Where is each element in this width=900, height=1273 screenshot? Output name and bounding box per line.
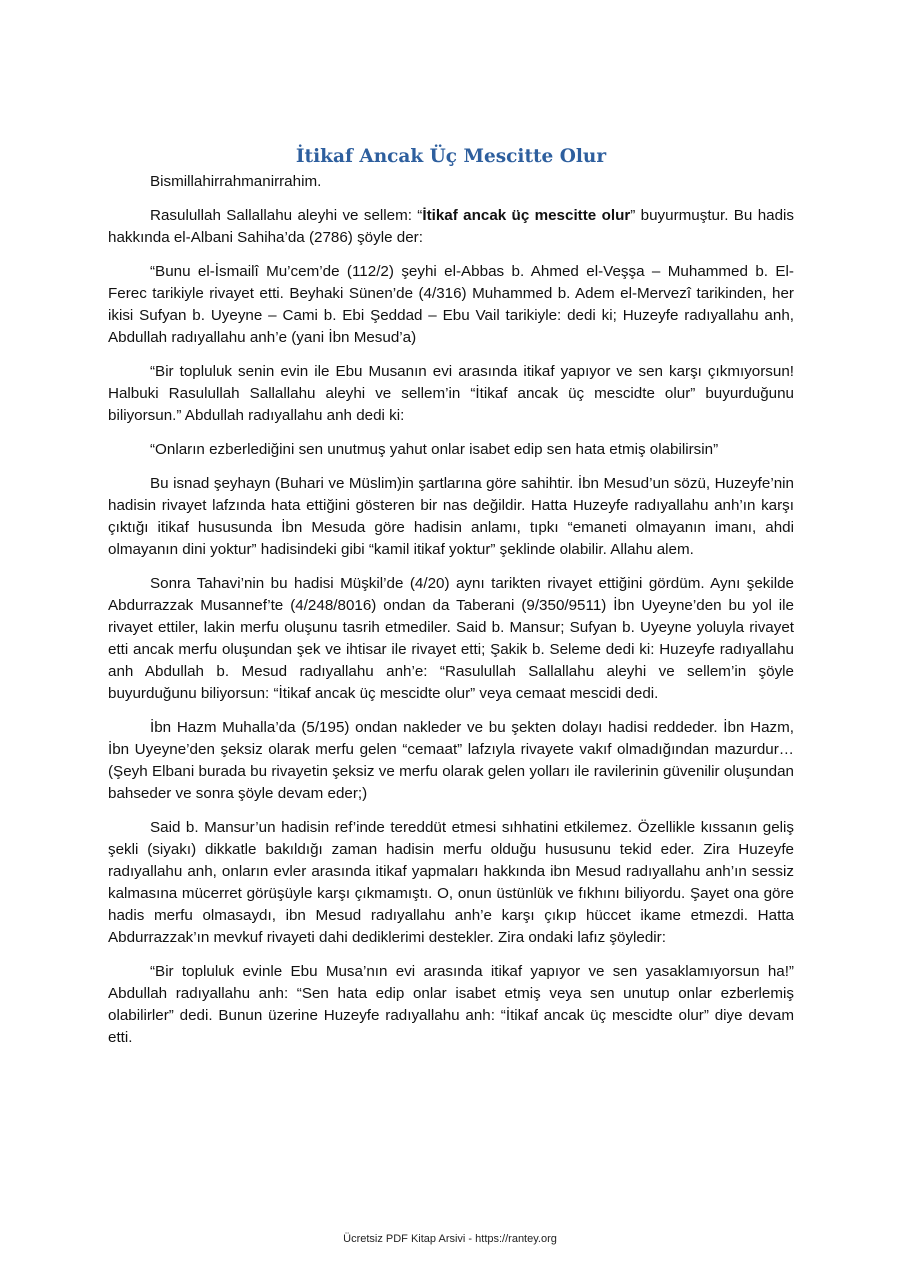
paragraph-8: Said b. Mansur’un hadisin ref’inde tereddüt etmesi sıhhatini etkilemez. Özellikle kıssanın geliş şekli (siyakı) dikkatle bakıldığı zaman hadisin merfu olduğu hususunu tekid eder. Zira Huzeyfe radıyallahu anh, onların evler arasında itikaf yapmaları hakkında ibn Mesud radıyallahu anh’ın sessiz kalmasına mücerret görüşüyle karşı çıkmamıştı. O, onun üstünlük ve fıkhını biliyordu. Şayet ona göre hadis merfu olmasaydı, ibn Mesud radıyallahu anh’e karşı çıkıp hüccet ikame etmezdi. Hatta Abdurrazzak’ın mevkuf rivayeti dahi dediklerimi destekler. Zira ondaki lafız şöyledir: <box>108 819 794 946</box>
paragraph-6: Sonra Tahavi’nin bu hadisi Müşkil’de (4/20) aynı tarikten rivayet ettiğini gördüm. Aynı şekilde Abdurrazzak Musannef’te (4/248/8016) ondan da Taberani (9/350/9511) İbn Uyeyne’den bu yol ile rivayet ettiler, lakin merfu oluşunu tasrih etmediler. Said b. Mansur; Sufyan b. Uyeyne yoluyla rivayet etti ancak merfu oluşundan şek ve ihtisar ile rivayet etti; Şakik b. Seleme dedi ki: Huzeyfe radıyallahu anh Abdullah b. Mesud radıyallahu anh’e: “Rasulullah Sallallahu aleyhi ve sellem’in şöyle buyurduğunu biliyorsun: “İtikaf ancak üç mescidte olur” veya cemaat mescidi dedi. <box>108 575 794 702</box>
document-title: İtikaf Ancak Üç Mescitte Olur <box>295 146 607 167</box>
paragraph-1-end: ” buyurmuştur. Bu hadis hakkında el-Albani Sahiha’da (2786) şöyle der: <box>108 207 795 246</box>
page-footer: Ücretsiz PDF Kitap Arsivi - https://rantey.org <box>343 1233 557 1245</box>
document-body <box>108 145 794 1061</box>
hadith-bold-text: İtikaf ancak üç mescitte olur <box>422 207 631 224</box>
paragraph-1 <box>108 205 794 249</box>
paragraph-7: İbn Hazm Muhalla’da (5/195) ondan nakleder ve bu şekten dolayı hadisi reddeder. İbn Hazm, İbn Uyeyne’den şeksiz olarak merfu gelen “cemaat” lafzıyla rivayete vakıf olmadığından mazurdur… (Şeyh Elbani burada bu rivayetin şeksiz ve merfu olarak gelen yolları ile ravilerinin güvenilir oluşundan bahseder ve sonra şöyle devam eder;) <box>108 719 794 802</box>
paragraph-1-start: Rasulullah Sallallahu aleyhi ve sellem: “ <box>150 207 423 224</box>
opening-line: Bismillahirrahmanirrahim. <box>150 173 322 190</box>
paragraph-2: “Bunu el-İsmailî Mu’cem’de (112/2) şeyhi el-Abbas b. Ahmed el-Veşşa – Muhammed b. El-Ferec tarikiyle rivayet etti. Beyhaki Sünen’de (4/316) Muhammed b. Adem el-Mervezî tarikinden, her ikisi Sufyan b. Uyeyne – Cami b. Ebi Şeddad – Ebu Vail tarikiyle: dedi ki; Huzeyfe radıyallahu anh, Abdullah radıyallahu anh’e (yani İbn Mesud’a) <box>108 263 794 346</box>
paragraph-4: “Onların ezberlediğini sen unutmuş yahut onlar isabet edip sen hata etmiş olabilirsin” <box>150 441 719 458</box>
paragraph-9: “Bir topluluk evinle Ebu Musa’nın evi arasında itikaf yapıyor ve sen yasaklamıyorsun ha!” Abdullah radıyallahu anh: “Sen hata edip onlar isabet etmiş veya sen unutup onlar ezberlemiş olabilirler” dedi. Bunun üzerine Huzeyfe radıyallahu anh: “İtikaf ancak üç mescidte olur” diye devam etti. <box>108 963 794 1046</box>
paragraph-5: Bu isnad şeyhayn (Buhari ve Müslim)in şartlarına göre sahihtir. İbn Mesud’un sözü, Huzeyfe’nin hadisin rivayet lafzında hata ettiğini gösteren bir nas değildir. Hatta Huzeyfe radıyallahu anh’ın karşı çıktığı itikaf hususunda İbn Mesuda göre hadisin anlamı, tıpkı “emaneti olmayanın imanı, ahdi olmayanın dini yoktur” hadisindeki gibi “kamil itikaf yoktur” şeklinde olabilir. Allahu alem. <box>108 475 794 558</box>
paragraph-3: “Bir topluluk senin evin ile Ebu Musanın evi arasında itikaf yapıyor ve sen karşı çıkmıyorsun! Halbuki Rasulullah Sallallahu aleyhi ve sellem’in “İtikaf ancak üç mescidte olur” buyurduğunu biliyorsun.” Abdullah radıyallahu anh dedi ki: <box>108 363 794 424</box>
